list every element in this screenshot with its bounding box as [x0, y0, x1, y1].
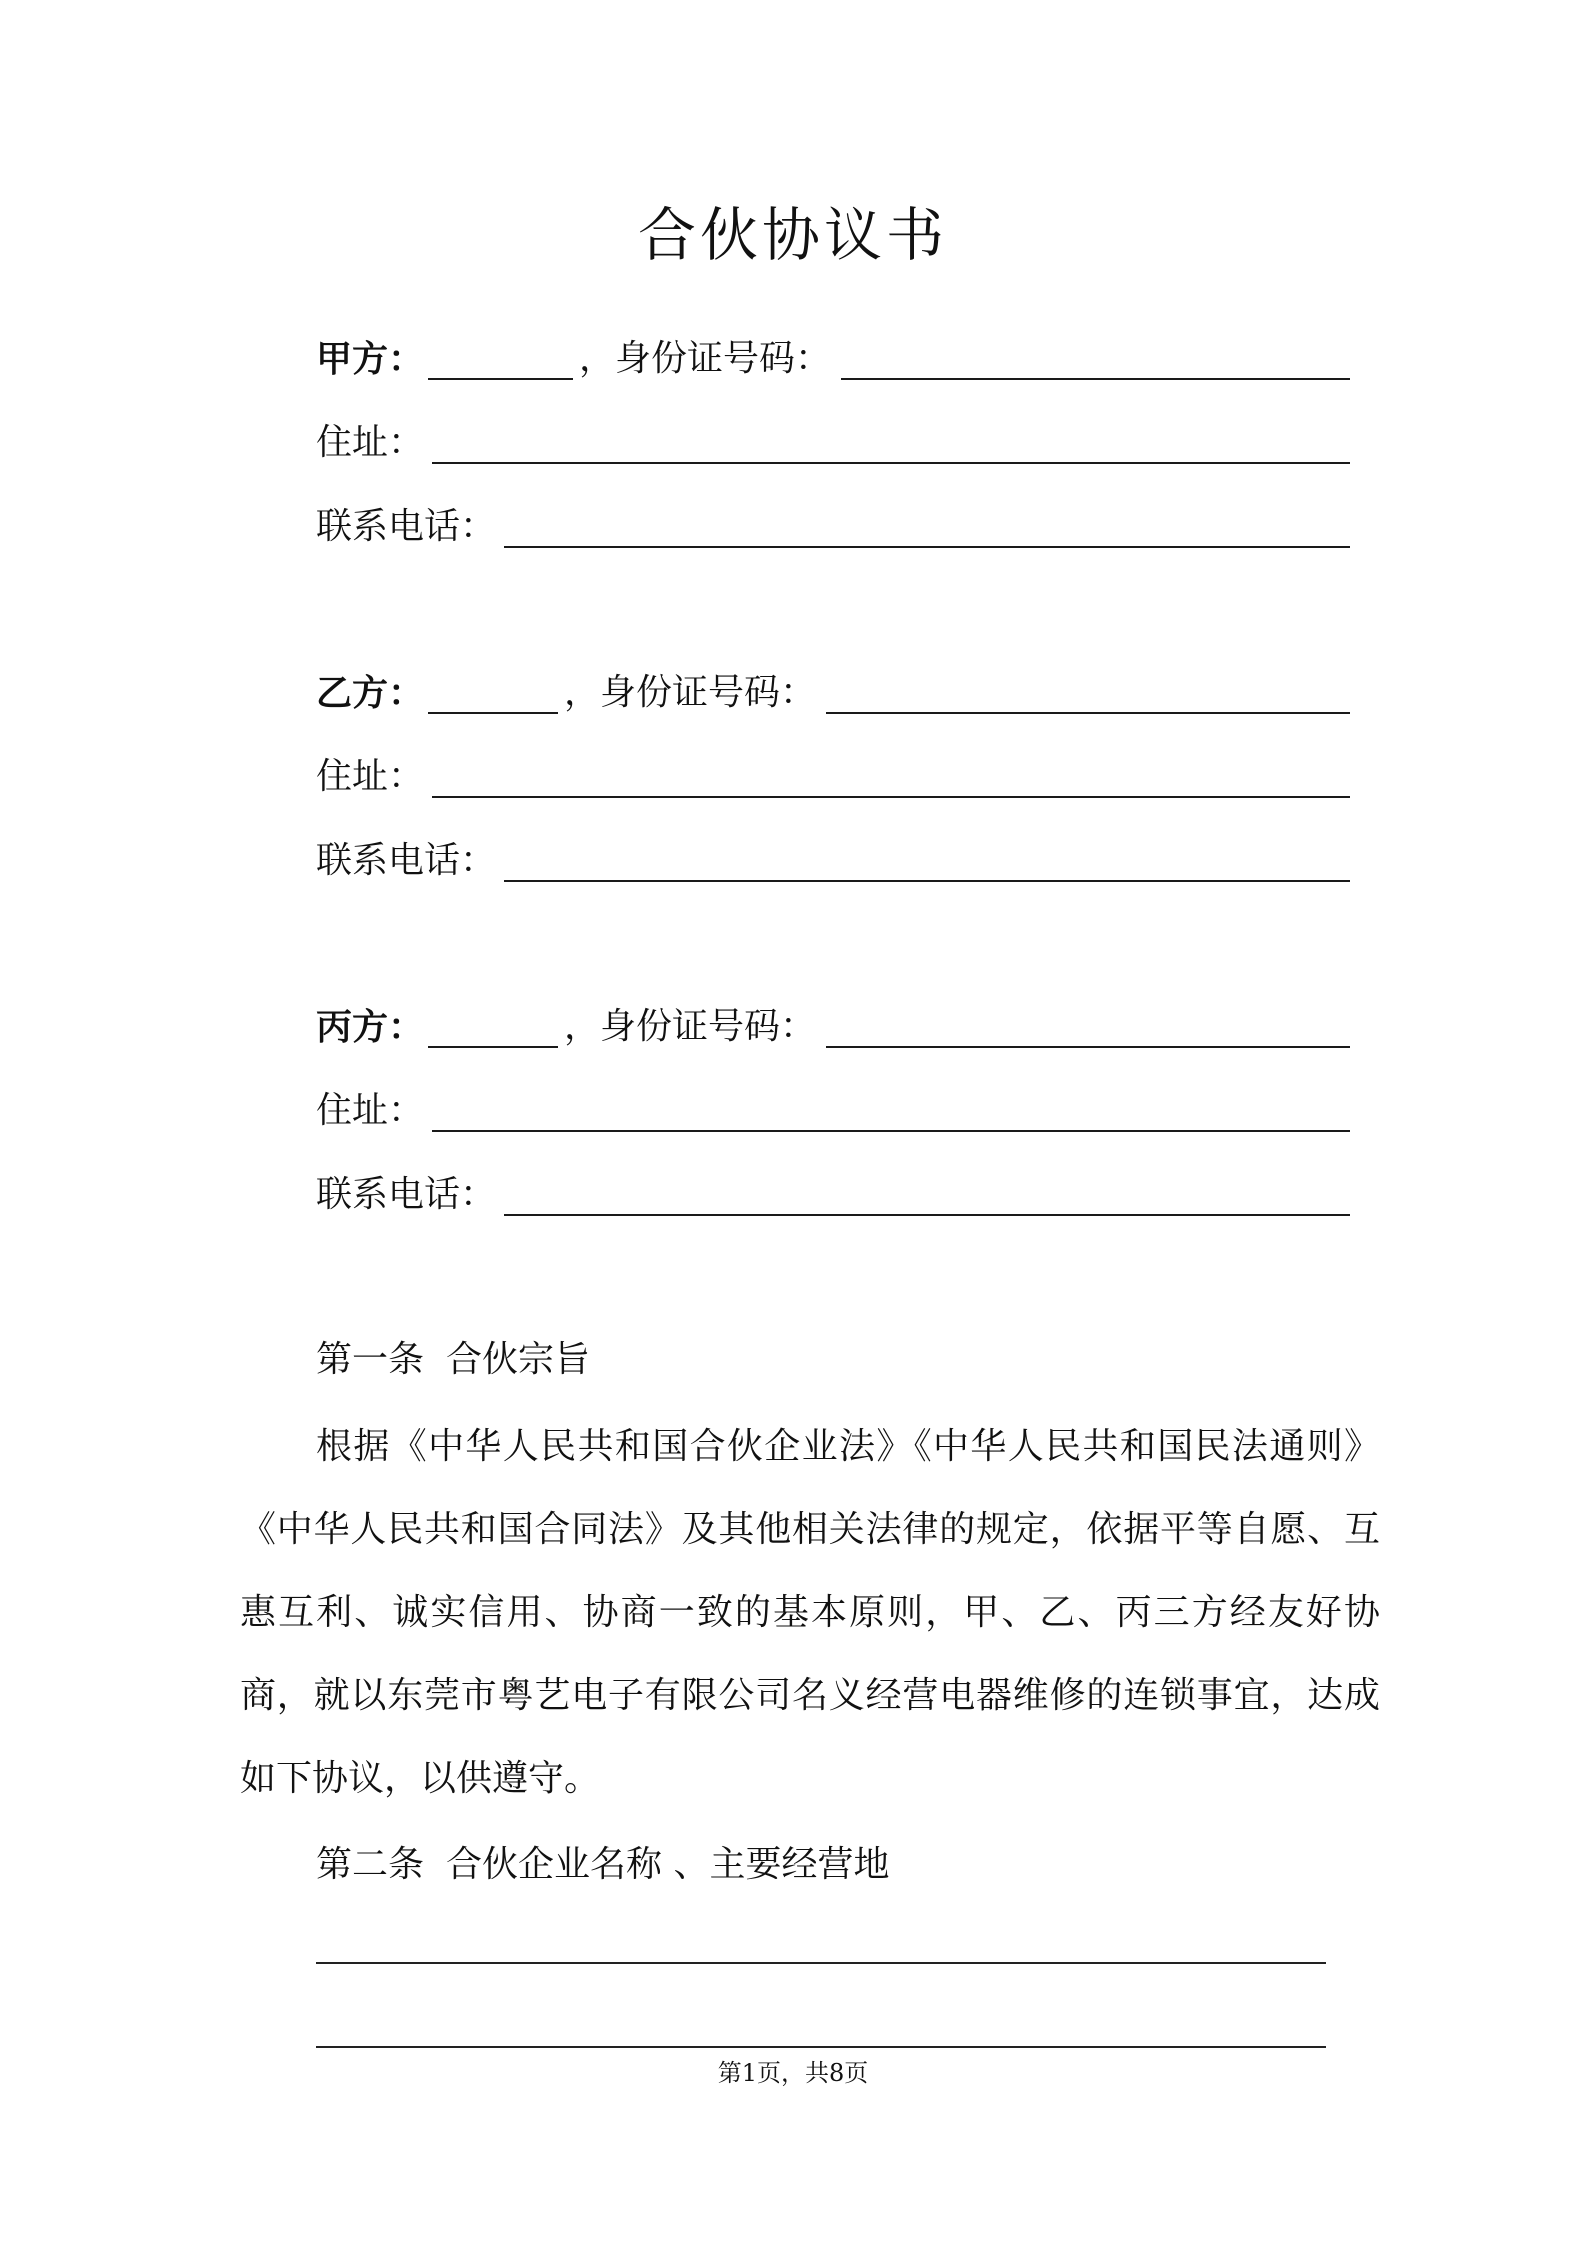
- blank-line-segment: [876, 1962, 1286, 1964]
- party-c-address-label: 住址：: [316, 1090, 425, 1131]
- party-a-name-blank[interactable]: [428, 336, 573, 380]
- party-c-name-row: [316, 996, 1350, 1052]
- article-1-number: 第一条: [316, 1339, 425, 1380]
- party-b-address-label: 住址：: [316, 756, 425, 797]
- party-a-phone-row: [316, 496, 1350, 552]
- document-title: 合伙协议书: [637, 201, 948, 269]
- party-c-id-label: ，身份证号码：: [564, 1006, 817, 1047]
- party-b-label: 乙方：: [316, 672, 425, 714]
- party-b-id-blank[interactable]: [826, 670, 1350, 714]
- article-1-heading: [316, 1335, 590, 1385]
- party-b-phone-row: [316, 830, 1350, 886]
- article-2-title: 合伙企业名称 、主要经营地: [446, 1844, 890, 1885]
- article-2-blank-line-1[interactable]: [316, 1962, 1326, 1964]
- party-b-id-label: ，身份证号码：: [564, 672, 817, 713]
- article-2-heading: [316, 1840, 889, 1890]
- party-c-address-row: [316, 1080, 1350, 1136]
- party-a-address-row: [316, 412, 1350, 468]
- party-c-label: 丙方：: [316, 1006, 425, 1048]
- party-a-phone-label: 联系电话：: [316, 506, 497, 547]
- page-number-footer: 第1页，共8页: [717, 2059, 869, 2087]
- party-b-phone-blank[interactable]: [504, 838, 1350, 882]
- article-1-title: 合伙宗旨: [446, 1339, 591, 1380]
- article-2-number: 第二条: [316, 1844, 425, 1885]
- blank-line-segment: [876, 2046, 1286, 2048]
- article-2-blank-line-2[interactable]: [316, 2046, 1326, 2048]
- party-b-address-blank[interactable]: [432, 754, 1350, 798]
- party-c-phone-row: [316, 1164, 1350, 1220]
- party-a-address-blank[interactable]: [432, 420, 1350, 464]
- party-c-id-blank[interactable]: [826, 1004, 1350, 1048]
- party-a-name-row: [316, 328, 1350, 384]
- party-a-address-label: 住址：: [316, 422, 425, 463]
- article-1-body: 根据《中华人民共和国合伙企业法》《中华人民共和国民法通则》《中华人民共和国合同法》及其他相关法律的规定，依据平等自愿、互惠互利、诚实信用、协商一致的基本原则，甲、乙、丙三方经友好协商，就以东莞市粤艺电子有限公司名义经营电器维修的连锁事宜，达成如下协议，以供遵守。: [240, 1426, 1380, 1799]
- party-b-name-row: [316, 662, 1350, 718]
- party-b-phone-label: 联系电话：: [316, 840, 497, 881]
- party-c-phone-label: 联系电话：: [316, 1174, 497, 1215]
- party-c-address-blank[interactable]: [432, 1088, 1350, 1132]
- party-c-name-blank[interactable]: [428, 1004, 558, 1048]
- party-a-phone-blank[interactable]: [504, 504, 1350, 548]
- party-a-id-blank[interactable]: [841, 336, 1350, 380]
- party-a-label: 甲方：: [316, 338, 425, 380]
- party-a-id-label: ，身份证号码：: [579, 338, 832, 379]
- party-c-phone-blank[interactable]: [504, 1172, 1350, 1216]
- party-b-name-blank[interactable]: [428, 670, 558, 714]
- party-b-address-row: [316, 746, 1350, 802]
